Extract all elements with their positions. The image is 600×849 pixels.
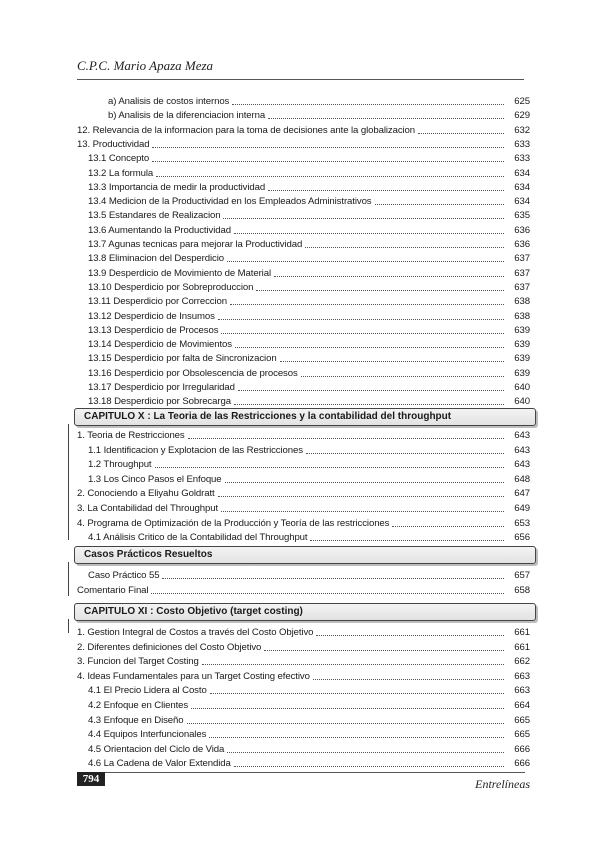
dot-leader xyxy=(162,578,504,579)
dot-leader xyxy=(235,347,504,348)
toc-entry xyxy=(77,137,530,151)
toc-entry-page: 635 xyxy=(514,210,530,221)
toc-entry xyxy=(88,180,530,194)
toc-entry-title: 2. Conociendo a Eliyahu Goldratt xyxy=(77,488,215,499)
toc-entry-page: 664 xyxy=(514,700,530,711)
toc-entry-title: 13.3 Importancia de medir la productividad xyxy=(88,182,266,193)
dot-leader xyxy=(232,104,504,105)
toc-entry-page: 636 xyxy=(514,225,530,236)
toc-entry-page: 665 xyxy=(514,715,530,726)
dot-leader xyxy=(210,693,504,694)
toc-entry-title: 12. Relevancia de la informacion para la toma de decisiones ante la globalizacion xyxy=(77,125,416,136)
toc-entry xyxy=(77,516,530,530)
dot-leader xyxy=(418,133,504,134)
dot-leader xyxy=(234,233,504,234)
toc-entry-title: 13. Productividad xyxy=(77,139,150,150)
toc-entry xyxy=(88,380,530,394)
toc-entry-page: 634 xyxy=(514,168,530,179)
toc-entry xyxy=(77,123,530,137)
toc-entry-title: 13.17 Desperdicio por Irregularidad xyxy=(88,382,235,393)
toc-entry-title: 4.2 Enfoque en Clientes xyxy=(88,700,189,711)
toc-entry-page: 639 xyxy=(514,368,530,379)
toc-entry xyxy=(88,756,530,770)
toc-entry-page: 665 xyxy=(514,729,530,740)
toc-entry-title: 4.6 La Cadena de Valor Extendida xyxy=(88,758,231,769)
toc-entry-page: 629 xyxy=(514,110,530,121)
dot-leader xyxy=(230,304,504,305)
toc-entry-title: 1.2 Throughput xyxy=(88,459,152,470)
dot-leader xyxy=(218,496,504,497)
toc-entry-title: 13.2 La formula xyxy=(88,168,154,179)
toc-entry-page: 661 xyxy=(514,627,530,638)
toc-entry-title: 1.1 Identificacion y Explotacion de las Restricciones xyxy=(88,445,303,456)
toc-entry-page: 643 xyxy=(514,459,530,470)
toc-entry-page: 637 xyxy=(514,253,530,264)
toc-entry xyxy=(77,501,530,515)
toc-entry xyxy=(88,337,530,351)
toc-entry xyxy=(77,583,530,597)
toc-entry xyxy=(88,683,530,697)
dot-leader xyxy=(264,650,504,651)
chapter-title: CAPITULO X : La Teoria de las Restricciones y la contabilidad del throughput xyxy=(84,411,452,422)
toc-entry xyxy=(88,280,530,294)
publisher-brand: Entrelíneas xyxy=(475,777,530,791)
dot-leader xyxy=(316,635,504,636)
dot-leader xyxy=(151,593,504,594)
toc-entry xyxy=(88,266,530,280)
toc-entry-title: 13.4 Medicion de la Productividad en los Empleados Administrativos xyxy=(88,196,372,207)
toc-entry xyxy=(88,194,530,208)
toc-entry-page: 638 xyxy=(514,311,530,322)
toc-entry-page: 648 xyxy=(514,474,530,485)
dot-leader xyxy=(188,438,504,439)
dot-leader xyxy=(310,540,504,541)
chapter-heading xyxy=(74,546,536,564)
toc-entry xyxy=(88,394,530,408)
toc-entry-title: 3. Funcion del Target Costing xyxy=(77,656,199,667)
toc-entry-page: 639 xyxy=(514,339,530,350)
dot-leader xyxy=(274,276,504,277)
toc-entry-title: 4.4 Equipos Interfuncionales xyxy=(88,729,207,740)
toc-entry-title: 13.13 Desperdicio de Procesos xyxy=(88,325,219,336)
toc-entry-title: 1. Gestion Integral de Costos a través del Costo Objetivo xyxy=(77,627,314,638)
dot-leader xyxy=(225,482,504,483)
dot-leader xyxy=(227,752,504,753)
header-rule xyxy=(77,79,524,80)
toc-entry xyxy=(88,530,530,544)
dot-leader xyxy=(392,526,504,527)
dot-leader xyxy=(209,737,504,738)
toc-entry xyxy=(88,727,530,741)
toc-entry-title: 4.5 Orientacion del Ciclo de Vida xyxy=(88,744,225,755)
toc-entry-page: 634 xyxy=(514,182,530,193)
toc-entry-title: 13.10 Desperdicio por Sobreproduccion xyxy=(88,282,254,293)
toc-entry xyxy=(88,294,530,308)
toc-entry-page: 625 xyxy=(514,96,530,107)
dot-leader xyxy=(313,679,504,680)
toc-entry xyxy=(88,713,530,727)
toc-entry xyxy=(88,251,530,265)
toc-entry-page: 634 xyxy=(514,196,530,207)
dot-leader xyxy=(191,708,504,709)
toc-entry-title: 13.18 Desperdicio por Sobrecarga xyxy=(88,396,231,407)
toc-entry-page: 663 xyxy=(514,671,530,682)
toc-entry xyxy=(88,568,530,582)
toc-entry-page: 637 xyxy=(514,268,530,279)
dot-leader xyxy=(227,261,504,262)
chapter-heading xyxy=(74,603,536,621)
dot-leader xyxy=(221,511,504,512)
dot-leader xyxy=(155,467,505,468)
toc-entry xyxy=(88,698,530,712)
dot-leader xyxy=(152,161,504,162)
dot-leader xyxy=(223,218,504,219)
toc-entry-title: 13.6 Aumentando la Productividad xyxy=(88,225,231,236)
toc-entry-page: 632 xyxy=(514,125,530,136)
toc-entry-page: 643 xyxy=(514,430,530,441)
chapter-title: Casos Prácticos Resueltos xyxy=(84,549,213,560)
toc-entry xyxy=(88,472,530,486)
footer-rule xyxy=(105,772,525,773)
toc-entry-title: 13.9 Desperdicio de Movimiento de Material xyxy=(88,268,271,279)
toc-entry-title: 4.1 El Precio Lidera al Costo xyxy=(88,685,207,696)
toc-entry-page: 640 xyxy=(514,382,530,393)
dot-leader xyxy=(268,118,504,119)
toc-entry-title: 13.15 Desperdicio por falta de Sincronizacion xyxy=(88,353,277,364)
toc-entry-title: 13.16 Desperdicio por Obsolescencia de procesos xyxy=(88,368,298,379)
toc-entry xyxy=(77,486,530,500)
toc-entry xyxy=(77,640,530,654)
toc-entry-title: 13.12 Desperdicio de Insumos xyxy=(88,311,215,322)
toc-entry-page: 647 xyxy=(514,488,530,499)
toc-entry-title: 13.14 Desperdicio de Movimientos xyxy=(88,339,232,350)
dot-leader xyxy=(375,204,504,205)
dot-leader xyxy=(268,190,504,191)
section-bracket xyxy=(68,424,73,540)
section-bracket xyxy=(68,562,73,596)
toc-entry-title: Comentario Final xyxy=(77,585,149,596)
dot-leader xyxy=(202,664,504,665)
toc-entry xyxy=(77,654,530,668)
toc-entry-page: 639 xyxy=(514,353,530,364)
toc-entry-page: 653 xyxy=(514,518,530,529)
toc-entry-title: 13.11 Desperdicio por Correccion xyxy=(88,296,228,307)
toc-entry xyxy=(77,669,530,683)
toc-entry xyxy=(108,108,530,122)
toc-entry-title: 4. Ideas Fundamentales para un Target Costing efectivo xyxy=(77,671,310,682)
toc-entry-page: 656 xyxy=(514,532,530,543)
chapter-heading xyxy=(74,408,536,426)
dot-leader xyxy=(152,147,504,148)
dot-leader xyxy=(305,247,504,248)
dot-leader xyxy=(187,723,504,724)
toc-entry-title: 13.1 Concepto xyxy=(88,153,150,164)
dot-leader xyxy=(238,390,504,391)
toc-entry-title: 3. La Contabilidad del Throughput xyxy=(77,503,219,514)
toc-entry-title: Caso Práctico 55 xyxy=(88,570,160,581)
toc-entry-page: 633 xyxy=(514,153,530,164)
dot-leader xyxy=(221,333,504,334)
toc-entry-page: 661 xyxy=(514,642,530,653)
toc-entry xyxy=(88,151,530,165)
page-number: 794 xyxy=(77,772,105,786)
toc-entry xyxy=(77,428,530,442)
toc-entry-title: 13.8 Eliminacion del Desperdicio xyxy=(88,253,224,264)
toc-entry-title: a) Analisis de costos internos xyxy=(108,96,230,107)
toc-entry-title: 1.3 Los Cinco Pasos el Enfoque xyxy=(88,474,222,485)
author-header: C.P.C. Mario Apaza Meza xyxy=(77,58,214,73)
toc-entry xyxy=(88,351,530,365)
toc-entry xyxy=(88,366,530,380)
toc-entry-page: 638 xyxy=(514,296,530,307)
toc-entry-title: 4. Programa de Optimización de la Producción y Teoría de las restricciones xyxy=(77,518,390,529)
dot-leader xyxy=(301,376,504,377)
dot-leader xyxy=(256,290,504,291)
toc-entry xyxy=(77,625,530,639)
toc-entry-page: 643 xyxy=(514,445,530,456)
dot-leader xyxy=(234,766,504,767)
toc-entry-page: 657 xyxy=(514,570,530,581)
dot-leader xyxy=(156,176,504,177)
section-bracket xyxy=(68,619,73,633)
toc-entry xyxy=(108,94,530,108)
toc-entry-page: 637 xyxy=(514,282,530,293)
toc-entry-page: 663 xyxy=(514,685,530,696)
toc-entry-title: 4.3 Enfoque en Diseño xyxy=(88,715,184,726)
toc-entry-page: 666 xyxy=(514,758,530,769)
toc-entry-title: 13.7 Agunas tecnicas para mejorar la Productividad xyxy=(88,239,303,250)
toc-entry-title: 4.1 Análisis Critico de la Contabilidad del Throughput xyxy=(88,532,308,543)
toc-entry xyxy=(88,457,530,471)
toc-entry xyxy=(88,309,530,323)
toc-entry-page: 666 xyxy=(514,744,530,755)
toc-entry-page: 636 xyxy=(514,239,530,250)
toc-entry xyxy=(88,223,530,237)
toc-entry-page: 633 xyxy=(514,139,530,150)
toc-entry-title: 1. Teoria de Restricciones xyxy=(77,430,185,441)
toc-entry-page: 640 xyxy=(514,396,530,407)
toc-entry xyxy=(88,166,530,180)
dot-leader xyxy=(234,404,504,405)
toc-entry xyxy=(88,323,530,337)
toc-entry-title: 2. Diferentes definiciones del Costo Objetivo xyxy=(77,642,262,653)
toc-entry xyxy=(88,237,530,251)
dot-leader xyxy=(280,361,504,362)
toc-entry-page: 649 xyxy=(514,503,530,514)
toc-entry xyxy=(88,742,530,756)
toc-entry-page: 658 xyxy=(514,585,530,596)
toc-entry-page: 639 xyxy=(514,325,530,336)
dot-leader xyxy=(218,319,504,320)
toc-entry-page: 662 xyxy=(514,656,530,667)
dot-leader xyxy=(306,453,504,454)
toc-entry-title: b) Analisis de la diferenciacion interna xyxy=(108,110,266,121)
toc-entry-title: 13.5 Estandares de Realizacion xyxy=(88,210,221,221)
toc-entry xyxy=(88,208,530,222)
toc-entry xyxy=(88,443,530,457)
chapter-title: CAPITULO XI : Costo Objetivo (target costing) xyxy=(84,606,303,617)
